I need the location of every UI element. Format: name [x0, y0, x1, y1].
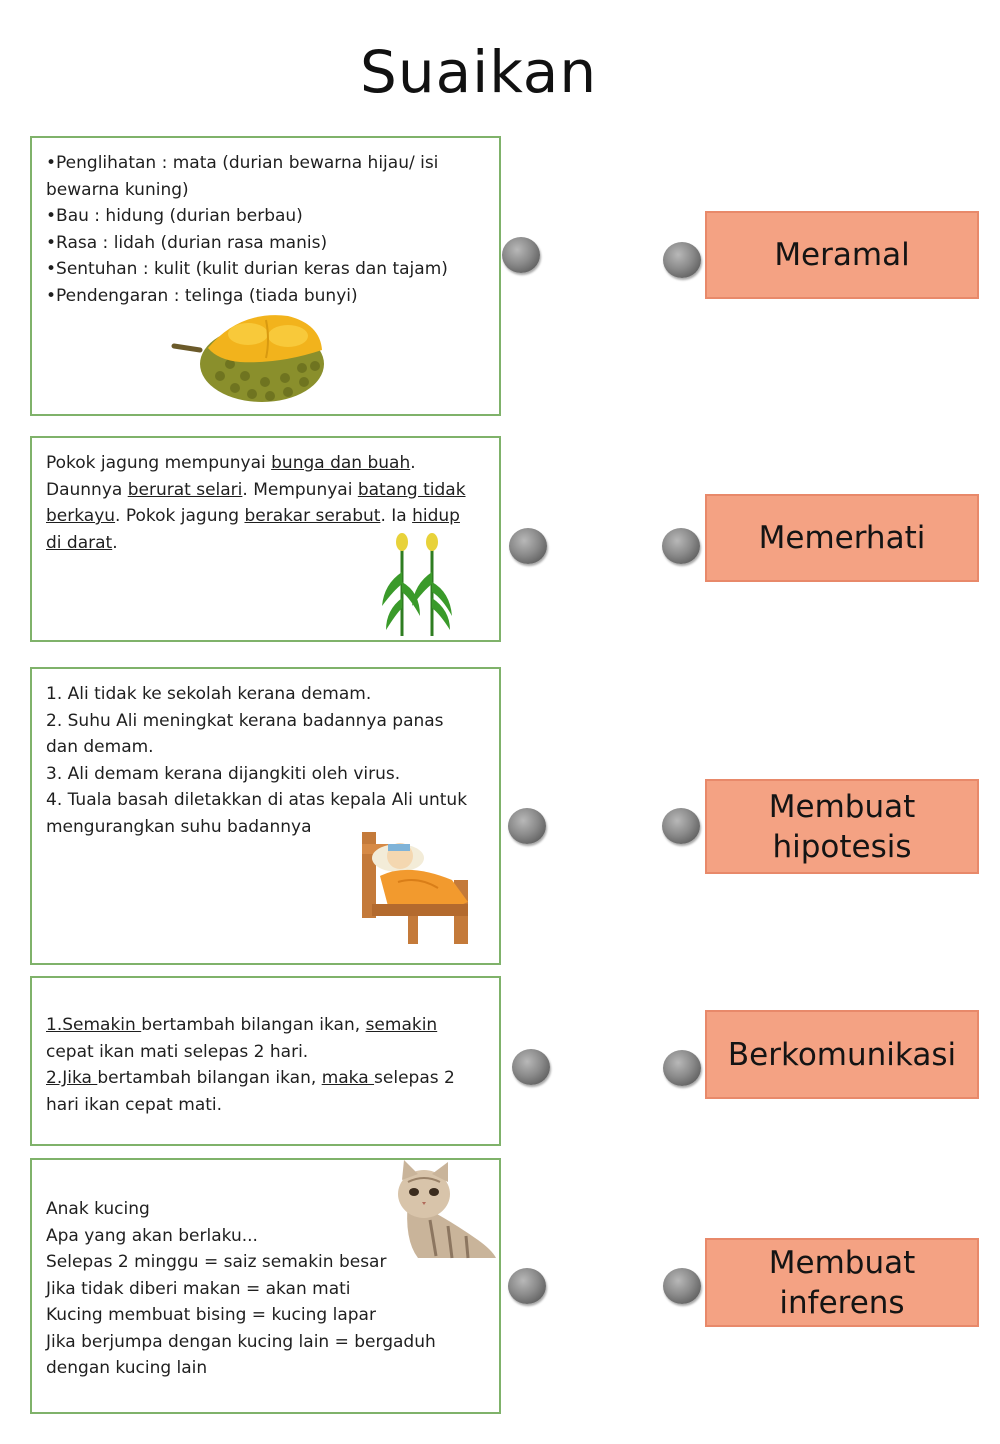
connector-dot-left[interactable] [512, 1049, 550, 1085]
card-text-underlined: berkayu [46, 506, 116, 526]
answer-label-membuat-inferens[interactable] [705, 1238, 979, 1327]
connector-dot-right[interactable] [663, 242, 701, 278]
card-line: Apa yang akan berlaku... [46, 1225, 258, 1246]
connector-dot-right[interactable] [663, 1268, 701, 1304]
card-line: 3. Ali demam kerana dijangkiti oleh virus. [46, 763, 401, 784]
card-line: 1. Ali tidak ke sekolah kerana demam. [46, 684, 372, 704]
card-line: Kucing membuat bising = kucing lapar [46, 1305, 376, 1325]
card-text: . Mempunyai [242, 479, 358, 500]
card-line: •Sentuhan : kulit (kulit durian keras dan tajam) [46, 259, 448, 279]
card-text: . [410, 453, 416, 473]
answer-label-text: Berkomunikasi [727, 1036, 957, 1073]
durian-image [170, 306, 330, 406]
connector-dot-right[interactable] [662, 528, 700, 564]
card-text-underlined: 1.Semakin [46, 1015, 142, 1035]
page-title: Suaikan [360, 38, 598, 106]
answer-label-text: Memerhati [758, 520, 926, 556]
card-line: •Bau : hidung (durian berbau) [46, 206, 303, 226]
card-line: •Rasa : lidah (durian rasa manis) [46, 232, 328, 253]
card-line: Anak kucing [46, 1199, 150, 1219]
card-text-underlined: 2.Jika [46, 1068, 98, 1088]
answer-label-text: Meramal [774, 237, 910, 273]
connector-dot-left[interactable] [502, 237, 540, 273]
answer-label-memerhati[interactable] [705, 494, 979, 582]
connector-dot-right[interactable] [662, 808, 700, 844]
card-text: cepat ikan mati selepas 2 hari. [46, 1041, 309, 1062]
card-line: dan demam. [46, 737, 154, 757]
card-text: bertambah bilangan ikan, [97, 1068, 322, 1088]
card-text-underlined: bunga dan buah [271, 453, 411, 473]
card-line: •Pendengaran : telinga (tiada bunyi) [46, 285, 358, 306]
card-text: hari ikan cepat mati. [46, 1094, 223, 1115]
answer-label-meramal[interactable] [705, 211, 979, 299]
card-line: bewarna kuning) [46, 179, 189, 200]
card-text-underlined: maka [321, 1068, 375, 1088]
answer-label-text: inferens [779, 1284, 905, 1321]
connector-dot-left[interactable] [508, 808, 546, 844]
answer-label-membuat-hipotesis[interactable] [705, 779, 979, 874]
kitten-image [378, 1160, 498, 1264]
card-line: 4. Tuala basah diletakkan di atas kepala Ali untuk [46, 790, 468, 810]
card-line: •Penglihatan : mata (durian bewarna hijau/ isi [46, 153, 439, 173]
answer-label-berkomunikasi[interactable] [705, 1010, 979, 1099]
connector-dot-left[interactable] [509, 528, 547, 564]
card-line: Jika tidak diberi makan = akan mati [46, 1278, 351, 1299]
card-line: 2. Suhu Ali meningkat kerana badannya panas [46, 710, 444, 731]
answer-label-text: Membuat [768, 1244, 916, 1281]
card-text: Daunnya [46, 479, 128, 500]
card-line: Selepas 2 minggu = saiz semakin besar [46, 1252, 387, 1272]
card-text-underlined: batang tidak [357, 479, 466, 500]
card-text: . Pokok jagung [115, 506, 245, 526]
card-text-underlined: berurat selari [127, 479, 243, 500]
card-text-underlined: berakar serabut [244, 506, 381, 526]
connector-dot-right[interactable] [663, 1050, 701, 1086]
card-fish [30, 976, 501, 1146]
answer-label-text: Membuat [768, 788, 916, 825]
connector-dot-left[interactable] [508, 1268, 546, 1304]
card-text: . Ia [380, 506, 413, 526]
card-text-underlined: di darat [46, 532, 113, 553]
sick-child-in-bed-image [358, 826, 482, 948]
card-text-underlined: semakin [365, 1015, 438, 1035]
card-text: . [112, 532, 118, 553]
answer-label-text: hipotesis [772, 828, 912, 865]
card-line: mengurangkan suhu badannya [46, 816, 312, 837]
card-line: Jika berjumpa dengan kucing lain = bergaduh [46, 1331, 436, 1352]
card-text-underlined: hidup [412, 506, 460, 526]
card-line: dengan kucing lain [46, 1358, 208, 1378]
card-text: bertambah bilangan ikan, [141, 1015, 366, 1035]
card-text: Pokok jagung mempunyai [46, 453, 272, 473]
card-text: selepas 2 [374, 1068, 455, 1088]
corn-plant-image [380, 532, 455, 638]
